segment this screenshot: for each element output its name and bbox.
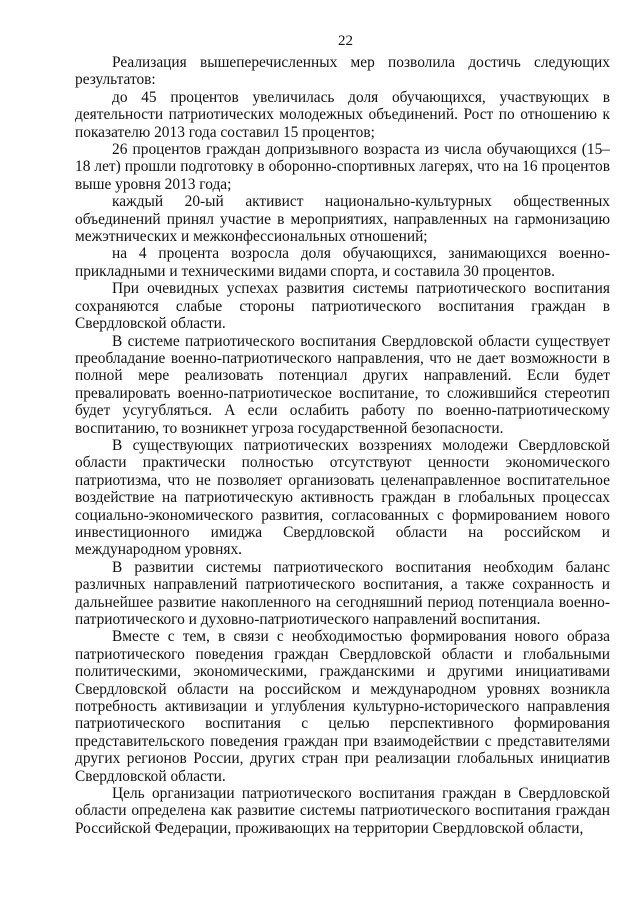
paragraph-new-image: Вместе с тем, в связи с необходимостью формирования нового образа патриотического поведения граждан Свердловской области и глобальными политическими, экономическими, гражданскими и другими инициативами Свердловской области на российском и международном уровнях возникла потребность активизации и углубления культурно-исторического направления патриотического воспитания с целью перспективного формирования представительского поведения граждан при взаимодействии с представителями других регионов России, других стран при реализации глобальных инициатив Свердловской области. (75, 628, 610, 785)
page-number: 22 (338, 33, 353, 49)
paragraph-defense-camps: 26 процентов граждан допризывного возраста из числа обучающихся (15–18 лет) прошли подготовку в оборонно-спортивных лагерях, что на 16 процентов выше уровня 2013 года; (75, 141, 610, 193)
body-text (75, 54, 610, 837)
paragraph-results-intro: Реализация вышеперечисленных мер позволила достичь следующих результатов: (75, 54, 610, 89)
paragraph-balance: В развитии системы патриотического воспитания необходим баланс различных направлений патриотического воспитания, а также сохранность и дальнейшее развитие накопленного на сегодняшний период потенциала военно-патриотического и духовно-патриотического направлений воспитания. (75, 558, 610, 628)
paragraph-economic-patriotism: В существующих патриотических воззрениях молодежи Свердловской области практически полностью отсутствуют ценности экономического патриотизма, что не позволяет организовать целенаправленное воспитательное воздействие на патриотическую активность граждан в глобальных процессах социально-экономического развития, согласованных с формированием нового инвестиционного имиджа Свердловской области на российском и международном уровнях. (75, 436, 610, 559)
paragraph-goal: Цель организации патриотического воспитания граждан в Свердловской области определена как развитие системы патриотического воспитания граждан Российской Федерации, проживающих на территории Свердловской области, (75, 785, 610, 837)
paragraph-youth-associations: до 45 процентов увеличилась доля обучающихся, участвующих в деятельности патриотических молодежных объединений. Рост по отношению к показателю 2013 года составил 15 процентов; (75, 88, 610, 141)
paragraph-ethnic-harmony: каждый 20-ый активист национально-культурных общественных объединений принял участие в мероприятиях, направленных на гармонизацию межэтнических и межконфессиональных отношений; (75, 193, 610, 246)
paragraph-military-sports: на 4 процента возросла доля обучающихся, занимающихся военно-прикладными и техническими видами спорта, и составила 30 процентов. (75, 245, 610, 280)
paragraph-weak-points: При очевидных успехах развития системы патриотического воспитания сохраняются слабые стороны патриотического воспитания граждан в Свердловской области. (75, 280, 610, 333)
paragraph-military-dominance: В системе патриотического воспитания Свердловской области существует преобладание военно-патриотического направления, что не дает возможности в полной мере реализовать потенциал других направлений. Если будет превалировать военно-патриотическое воспитание, то сложившийся стереотип будет усугубляться. А если ослабить работу по военно-патриотическому воспитанию, то возникнет угроза государственной безопасности. (75, 332, 610, 437)
